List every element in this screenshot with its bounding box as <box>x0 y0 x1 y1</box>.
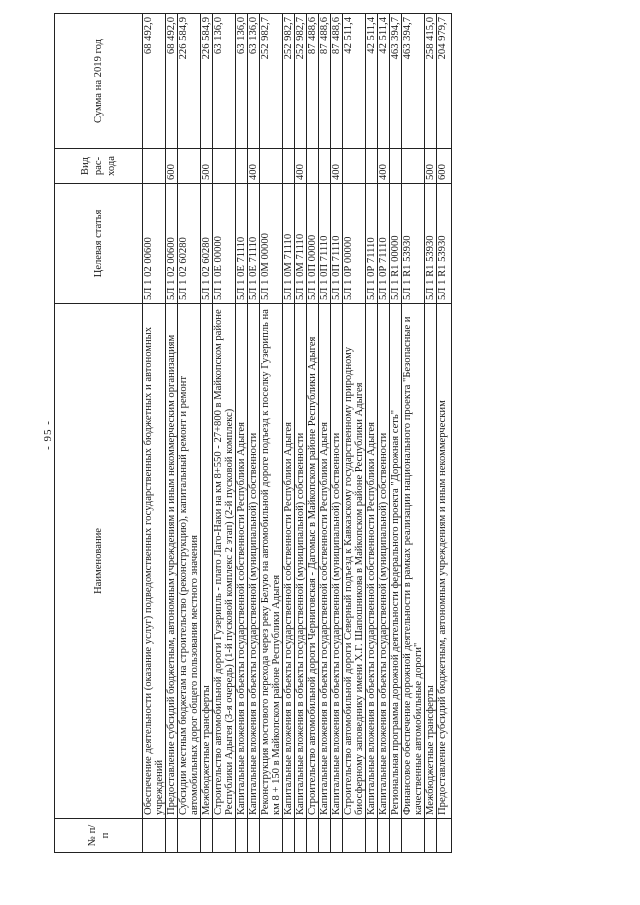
cell-name: Капитальные вложения в объекты государственной собственности Республики Адыгея <box>366 304 378 819</box>
cell-vid <box>402 149 425 184</box>
cell-name: Капитальные вложения в объекты государственной (муниципальной) собственности <box>295 304 307 819</box>
cell-code: 5Л 1 02 60280 <box>201 184 213 304</box>
cell-sum: 252 982,7 <box>295 14 307 149</box>
col-header-vid: Вид рас-хода <box>55 149 143 184</box>
cell-code: 5Л 1 0П 00000 <box>307 184 319 304</box>
cell-num <box>366 819 378 853</box>
table-row <box>178 14 201 853</box>
table-header-row <box>55 14 143 853</box>
table-row <box>390 14 402 853</box>
cell-vid: 500 <box>201 149 213 184</box>
cell-sum: 63 136,0 <box>213 14 236 149</box>
cell-name: Обеспечение деятельности (оказание услуг) подведомственных государственных бюджетных и автономных учреждений <box>143 304 166 819</box>
cell-name: Строительство автомобильной дороги Северный подъезд к Кавказскому государственному природному биосферному заповеднику имени Х.Г. Шапошникова в Майкопском районе Республики Адыгея <box>343 304 366 819</box>
cell-sum: 87 488,6 <box>331 14 343 149</box>
cell-num <box>390 819 402 853</box>
cell-name: Финансовое обеспечение дорожной деятельности в рамках реализации национального проекта "Безопасные и качественные автомобильные дороги" <box>402 304 425 819</box>
cell-sum: 63 136,0 <box>248 14 260 149</box>
cell-num <box>248 819 260 853</box>
cell-code: 5Л 1 0Е 71110 <box>248 184 260 304</box>
table-row <box>331 14 343 853</box>
cell-name: Капитальные вложения в объекты государственной собственности Республики Адыгея <box>236 304 248 819</box>
cell-code: 5Л 1 R1 53930 <box>402 184 425 304</box>
cell-sum: 252 982,7 <box>283 14 295 149</box>
cell-name: Строительство автомобильной дороги Гузерипль - плато Лаго-Наки на км 8+550 - 27+800 в Майкопском районе Республики Адыгея (3-я очередь) (1-й пусковой комплекс 2 этап) (2-й пусковой комплекс) <box>213 304 236 819</box>
cell-sum: 226 584,9 <box>201 14 213 149</box>
cell-num <box>201 819 213 853</box>
cell-vid <box>213 149 236 184</box>
col-header-sum: Сумма на 2019 год <box>55 14 143 149</box>
table-row <box>402 14 425 853</box>
cell-num <box>343 819 366 853</box>
cell-vid: 400 <box>378 149 390 184</box>
cell-num <box>437 819 452 853</box>
cell-code: 5Л 1 0М 71110 <box>283 184 295 304</box>
cell-sum: 42 511,4 <box>366 14 378 149</box>
cell-sum: 226 584,9 <box>178 14 201 149</box>
cell-num <box>402 819 425 853</box>
cell-name: Межбюджетные трансферты <box>425 304 437 819</box>
cell-sum: 68 492,0 <box>166 14 178 149</box>
cell-vid <box>319 149 331 184</box>
cell-name: Капитальные вложения в объекты государственной (муниципальной) собственности <box>378 304 390 819</box>
cell-vid: 600 <box>166 149 178 184</box>
table-row <box>201 14 213 853</box>
cell-code: 5Л 1 0Е 00000 <box>213 184 236 304</box>
cell-num <box>378 819 390 853</box>
table-row <box>213 14 236 853</box>
cell-code: 5Л 1 0Р 71110 <box>378 184 390 304</box>
cell-num <box>236 819 248 853</box>
cell-vid: 500 <box>425 149 437 184</box>
cell-code: 5Л 1 R1 00000 <box>390 184 402 304</box>
table-row <box>248 14 260 853</box>
cell-code: 5Л 1 0Р 71110 <box>366 184 378 304</box>
cell-sum: 63 136,0 <box>236 14 248 149</box>
cell-name: Капитальные вложения в объекты государственной (муниципальной) собственности <box>248 304 260 819</box>
table-row <box>378 14 390 853</box>
budget-table <box>54 13 452 853</box>
cell-code: 5Л 1 0П 71110 <box>331 184 343 304</box>
cell-num <box>295 819 307 853</box>
cell-vid: 400 <box>248 149 260 184</box>
cell-code: 5Л 1 02 60280 <box>178 184 201 304</box>
cell-name: Капитальные вложения в объекты государственной собственности Республики Адыгея <box>319 304 331 819</box>
cell-num <box>213 819 236 853</box>
cell-sum: 258 415,0 <box>425 14 437 149</box>
table-row <box>143 14 166 853</box>
cell-name: Реконструкция мостового перехода через реку Белую на автомобильной дороге подъезд к поселку Гузерипль на км 8 + 150 в Майкопском районе Республики Адыгея <box>260 304 283 819</box>
col-header-name: Наименование <box>55 304 143 819</box>
cell-code: 5Л 1 0Е 71110 <box>236 184 248 304</box>
page-number: - 95 - <box>42 420 54 450</box>
cell-code: 5Л 1 02 00600 <box>143 184 166 304</box>
cell-num <box>319 819 331 853</box>
table-row <box>307 14 319 853</box>
cell-code: 5Л 1 R1 53930 <box>437 184 452 304</box>
table-row <box>260 14 283 853</box>
cell-num <box>260 819 283 853</box>
cell-num <box>331 819 343 853</box>
cell-vid: 400 <box>331 149 343 184</box>
cell-vid <box>366 149 378 184</box>
cell-num <box>178 819 201 853</box>
cell-num <box>425 819 437 853</box>
cell-sum: 252 982,7 <box>260 14 283 149</box>
cell-name: Капитальные вложения в объекты государственной (муниципальной) собственности <box>331 304 343 819</box>
cell-sum: 463 394,7 <box>402 14 425 149</box>
cell-name: Субсидии местным бюджетам на строительство (реконструкцию), капитальный ремонт и ремонт автомобильных дорог общего пользования местного значения <box>178 304 201 819</box>
cell-name: Предоставление субсидий бюджетным, автономным учреждениям и иным некоммерческим организациям <box>166 304 178 819</box>
cell-code: 5Л 1 02 00600 <box>166 184 178 304</box>
table-row <box>366 14 378 853</box>
cell-vid <box>178 149 201 184</box>
cell-name: Капитальные вложения в объекты государственной собственности Республики Адыгея <box>283 304 295 819</box>
cell-sum: 87 488,6 <box>307 14 319 149</box>
cell-sum: 68 492,0 <box>143 14 166 149</box>
table-row <box>236 14 248 853</box>
cell-code: 5Л 1 0Р 00000 <box>343 184 366 304</box>
table-row <box>343 14 366 853</box>
cell-vid <box>143 149 166 184</box>
cell-vid <box>283 149 295 184</box>
cell-vid <box>307 149 319 184</box>
cell-sum: 463 394,7 <box>390 14 402 149</box>
cell-num <box>283 819 295 853</box>
cell-sum: 204 979,7 <box>437 14 452 149</box>
cell-name: Межбюджетные трансферты <box>201 304 213 819</box>
cell-code: 5Л 1 0М 71110 <box>295 184 307 304</box>
cell-name: Региональная программа дорожной деятельности федерального проекта "Дорожная сеть" <box>390 304 402 819</box>
table-row <box>425 14 437 853</box>
cell-name: Предоставление субсидий бюджетным, автономным учреждениям и иным некоммерческим <box>437 304 452 819</box>
col-header-num: № п/п <box>55 819 143 853</box>
cell-code: 5Л 1 R1 53930 <box>425 184 437 304</box>
cell-vid <box>236 149 248 184</box>
cell-vid <box>343 149 366 184</box>
cell-vid <box>260 149 283 184</box>
cell-sum: 87 488,6 <box>319 14 331 149</box>
cell-vid: 600 <box>437 149 452 184</box>
table-row <box>295 14 307 853</box>
cell-sum: 42 511,4 <box>343 14 366 149</box>
cell-vid: 400 <box>295 149 307 184</box>
cell-vid <box>390 149 402 184</box>
table-row <box>319 14 331 853</box>
cell-code: 5Л 1 0М 00000 <box>260 184 283 304</box>
table-row <box>437 14 452 853</box>
cell-sum: 42 511,4 <box>378 14 390 149</box>
cell-code: 5Л 1 0П 71110 <box>319 184 331 304</box>
table-row <box>283 14 295 853</box>
cell-num <box>143 819 166 853</box>
cell-num <box>166 819 178 853</box>
table-row <box>166 14 178 853</box>
cell-name: Строительство автомобильной дороги Черниговская - Дагомыс в Майкопском районе Республики Адыгея <box>307 304 319 819</box>
col-header-code: Целевая статья <box>55 184 143 304</box>
cell-num <box>307 819 319 853</box>
